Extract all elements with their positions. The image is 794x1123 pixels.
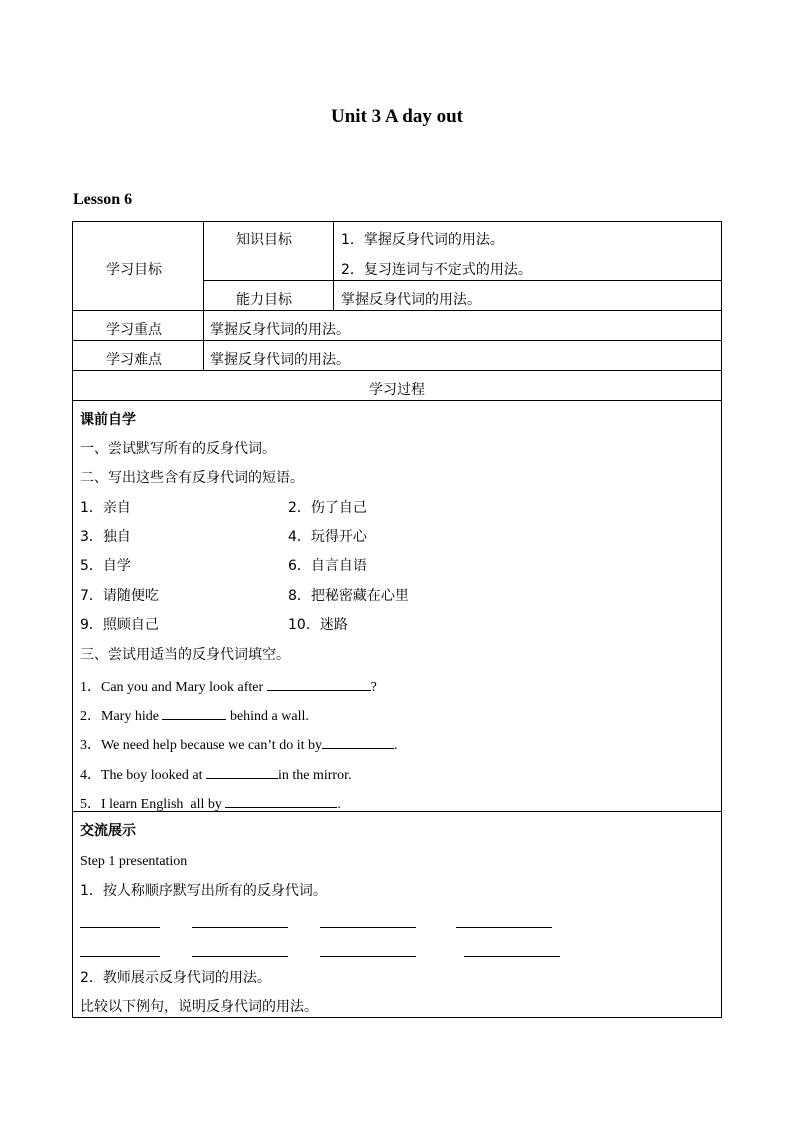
task-3: 三、尝试用适当的反身代词填空。 <box>80 647 290 663</box>
fill-text: Can you and Mary look after <box>101 680 267 695</box>
difficulty-text: 掌握反身代词的用法。 <box>210 352 350 368</box>
answer-blank[interactable] <box>80 956 160 957</box>
fill-sentence <box>80 677 377 697</box>
table-line <box>72 340 722 341</box>
fill-number: 3． <box>80 738 101 753</box>
step-label: Step 1 presentation <box>80 854 188 869</box>
phrase-item: 10．迷路 <box>288 617 348 633</box>
fill-sentence <box>80 765 351 785</box>
focus-text: 掌握反身代词的用法。 <box>210 322 350 338</box>
fill-number: 2． <box>80 709 101 724</box>
table-line <box>203 280 722 281</box>
phrase-item: 4．玩得开心 <box>288 529 367 545</box>
fill-text: Mary hide <box>101 709 163 724</box>
phrase-item: 3．独自 <box>80 529 131 545</box>
phrase-item: 9．照顾自己 <box>80 617 159 633</box>
fill-text: behind a wall. <box>226 709 309 724</box>
fill-number: 1． <box>80 680 101 695</box>
lesson-heading: Lesson 6 <box>73 191 133 208</box>
focus-label: 学习重点 <box>106 322 162 338</box>
task-2: 二、写出这些含有反身代词的短语。 <box>80 470 304 486</box>
fill-blank[interactable] <box>162 706 226 720</box>
answer-blank[interactable] <box>80 927 160 928</box>
fill-sentence <box>80 794 341 814</box>
fill-text: I learn English all by <box>101 797 226 812</box>
answer-blank[interactable] <box>320 927 416 928</box>
objectives-label: 学习目标 <box>106 262 162 278</box>
fill-sentence <box>80 706 309 726</box>
process-label: 学习过程 <box>369 382 425 398</box>
fill-blank[interactable] <box>225 794 337 808</box>
phrase-item: 6．自言自语 <box>288 558 367 574</box>
exchange-item-3: 比较以下例句，说明反身代词的用法。 <box>80 999 318 1015</box>
fill-number: 5． <box>80 797 101 812</box>
page-title: Unit 3 A day out <box>331 106 463 127</box>
table-line <box>72 370 722 371</box>
table-line <box>72 400 722 401</box>
answer-blank[interactable] <box>320 956 416 957</box>
phrase-item: 1．亲自 <box>80 500 131 516</box>
difficulty-label: 学习难点 <box>106 352 162 368</box>
answer-blank[interactable] <box>192 956 288 957</box>
exchange-item-2: 2．教师展示反身代词的用法。 <box>80 970 271 986</box>
answer-blank[interactable] <box>464 956 560 957</box>
answer-blank[interactable] <box>456 927 552 928</box>
fill-text: ? <box>370 680 377 695</box>
table-line <box>203 221 204 371</box>
fill-text: The boy looked at <box>101 768 206 783</box>
table-line <box>333 221 334 311</box>
fill-blank[interactable] <box>206 765 278 779</box>
phrase-item: 5．自学 <box>80 558 131 574</box>
fill-blank[interactable] <box>322 735 394 749</box>
knowledge-item: 2．复习连词与不定式的用法。 <box>341 262 532 278</box>
task-1: 一、尝试默写所有的反身代词。 <box>80 441 276 457</box>
fill-text: . <box>393 738 398 753</box>
answer-blank[interactable] <box>192 927 288 928</box>
knowledge-label: 知识目标 <box>236 232 292 248</box>
phrase-item: 2．伤了自己 <box>288 500 367 516</box>
ability-text: 掌握反身代词的用法。 <box>341 292 481 308</box>
fill-text: . <box>337 797 341 812</box>
fill-sentence <box>80 735 397 755</box>
exchange-item-1: 1．按人称顺序默写出所有的反身代词。 <box>80 883 327 899</box>
knowledge-item: 1．掌握反身代词的用法。 <box>341 232 504 248</box>
fill-text: We need help because we can’t do it by <box>101 738 322 753</box>
table-line <box>72 310 722 311</box>
phrase-item: 8．把秘密藏在心里 <box>288 588 409 604</box>
fill-blank[interactable] <box>267 677 371 691</box>
ability-label: 能力目标 <box>236 292 292 308</box>
phrase-item: 7．请随便吃 <box>80 588 159 604</box>
exchange-heading: 交流展示 <box>80 823 136 839</box>
self-study-heading: 课前自学 <box>80 412 136 428</box>
fill-number: 4． <box>80 768 101 783</box>
fill-text: in the mirror. <box>277 768 352 783</box>
